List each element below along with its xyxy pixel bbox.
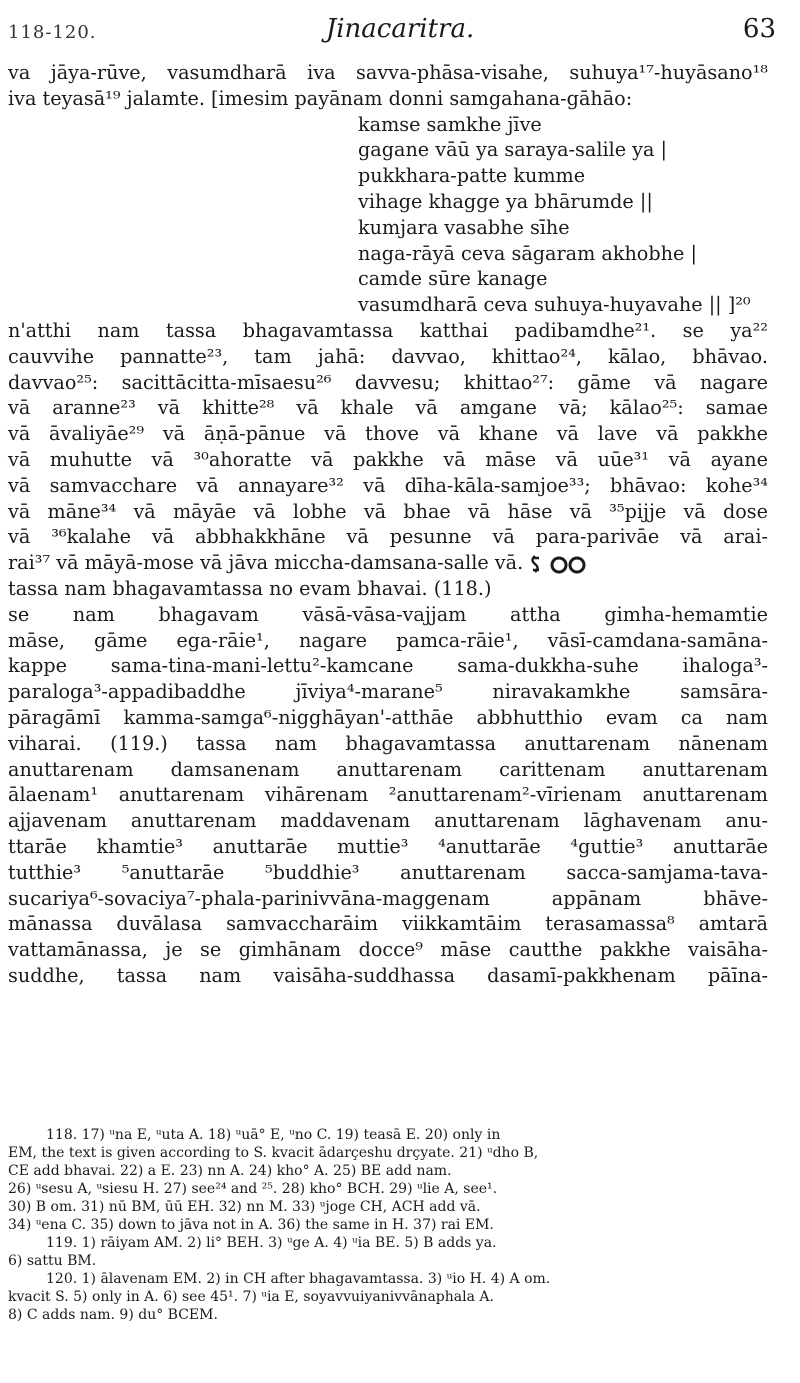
book-title: Jinacaritra. [325, 14, 475, 44]
text-line: davvao²⁵: sacittācitta-mīsaesu²⁶ davvesu; khittao²⁷: gāme vā nagare [8, 370, 768, 394]
text-line: anuttarenam damsanenam anuttarenam carittenam anuttarenam [8, 757, 768, 781]
text-line-content: rai³⁷ vā māyā-mose vā jāva miccha-damsana-salle vā. [8, 551, 524, 575]
section-ornament-icon [529, 552, 589, 576]
verse-line: vasumdharā ceva suhuya-huyavahe || ]²⁰ [358, 293, 751, 317]
footnote-line: 120. 1) ālavenam EM. 2) in CH after bhagavamtassa. 3) ᵘio H. 4) A om. [46, 1271, 551, 1287]
footnote-line: kvacit S. 5) only in A. 6) see 45¹. 7) ᵘia E, soyavvuiyanivvānaphala A. [8, 1289, 494, 1305]
text-line: vā ³⁶kalahe vā abbhakkhāne vā pesunne vā para-parivāe vā arai- [8, 525, 768, 549]
text-line: tassa nam bhagavamtassa no evam bhavai. (118.) [8, 576, 492, 600]
text-line: se nam bhagavam vāsā-vāsa-vajjam attha gimha-hemamtie [8, 602, 768, 626]
text-line: va jāya-rūve, vasumdharā iva savva-phāsa-visahe, suhuya¹⁷-huyāsano¹⁸ [8, 61, 768, 84]
footnote-line: 119. 1) rāiyam AM. 2) li° BEH. 3) ᵘge A. 4) ᵘia BE. 5) B adds ya. [46, 1235, 497, 1251]
text-line: iva teyasā¹⁹ jalamte. [imesim payānam donni samgahana-gāhāo: [8, 86, 633, 110]
text-line: suddhe, tassa nam vaisāha-suddhassa dasamī-pakkhenam pāīna- [8, 963, 768, 987]
text-line: ajjavenam anuttarenam maddavenam anuttarenam lāghavenam anu- [8, 809, 768, 833]
section-range: 118-120. [8, 22, 97, 43]
verse-line: gagane vāū ya saraya-salile ya | [358, 138, 668, 162]
footnote-line: 34) ᵘena C. 35) down to jāva not in A. 36) the same in H. 37) rai EM. [8, 1217, 494, 1233]
text-line: paraloga³-appadibaddhe jīviya⁴-marane⁵ niravakamkhe samsāra- [8, 680, 768, 704]
text-line: vattamānassa, je se gimhānam docce⁹ māse cautthe pakkhe vaisāha- [8, 938, 768, 962]
footnote-line: 118. 17) ᵘna E, ᵘuta A. 18) ᵘuā° E, ᵘno C. 19) teasā E. 20) only in [46, 1127, 501, 1143]
text-line: pāragāmī kamma-samga⁶-nigghāyan'-atthāe abbhutthio evam ca nam [8, 705, 768, 729]
verse-line: naga-rāyā ceva sāgaram akhobhe | [358, 241, 697, 265]
text-line: māse, gāme ega-rāie¹, nagare pamca-rāie¹, vāsī-camdana-samāna- [8, 628, 768, 652]
verse-line: kamse samkhe jīve [358, 112, 542, 136]
text-line: n'atthi nam tassa bhagavamtassa katthai padibamdhe²¹. se ya²² [8, 318, 768, 342]
running-head [0, 14, 800, 54]
text-line: tutthie³ ⁵anuttarāe ⁵buddhie³ anuttarenam sacca-samjama-tava- [8, 860, 768, 884]
text-line: mānassa duvālasa samvaccharāim viikkamtāim terasamassa⁸ amtarā [8, 912, 768, 936]
main-text [8, 60, 768, 989]
text-line: kappe sama-tina-mani-lettu²-kamcane sama-dukkha-suhe ihaloga³- [8, 654, 768, 678]
footnotes [8, 1126, 768, 1324]
text-line: sucariya⁶-sovaciya⁷-phala-parinivvāna-maggenam appānam bhāve- [8, 886, 768, 910]
footnote-line: CE add bhavai. 22) a E. 23) nn A. 24) kho° A. 25) BE add nam. [8, 1163, 452, 1179]
verse-line: kumjara vasabhe sīhe [358, 215, 570, 239]
verse-line: camde sūre kanage [358, 267, 548, 291]
text-line: viharai. (119.) tassa nam bhagavamtassa anuttarenam nānenam [8, 731, 768, 755]
text-line: vā māne³⁴ vā māyāe vā lobhe vā bhae vā hāse vā ³⁵pijje vā dose [8, 499, 768, 523]
footnote-line: 8) C adds nam. 9) du° BCEM. [8, 1307, 218, 1323]
text-line: vā muhutte vā ³⁰ahoratte vā pakkhe vā māse vā uūe³¹ vā ayane [8, 447, 768, 471]
text-line: ttarāe khamtie³ anuttarāe muttie³ ⁴anuttarāe ⁴guttie³ anuttarāe [8, 834, 768, 858]
text-line: vā samvacchare vā annayare³² vā dīha-kāla-samjoe³³; bhāvao: kohe³⁴ [8, 473, 768, 497]
text-line: ālaenam¹ anuttarenam vihārenam ²anuttarenam²-vīrienam anuttarenam [8, 783, 768, 807]
text-line [8, 550, 768, 576]
footnote-line: EM, the text is given according to S. kvacit ādarçeshu drçyate. 21) ᵘdho B, [8, 1145, 539, 1161]
text-line: cauvvihe pannatte²³, tam jahā: davvao, khittao²⁴, kālao, bhāvao. [8, 344, 768, 368]
text-line: vā āvaliyāe²⁹ vā āṇā-pānue vā thove vā khane vā lave vā pakkhe [8, 422, 768, 446]
text-line: vā aranne²³ vā khitte²⁸ vā khale vā amgane vā; kālao²⁵: samae [8, 396, 768, 420]
verse-line: vihage khagge ya bhārumde || [358, 189, 653, 213]
footnote-line: 26) ᵘsesu A, ᵘsiesu H. 27) see²⁴ and ²⁵. 28) kho° BCH. 29) ᵘlie A, see¹. [8, 1181, 498, 1197]
footnote-line: 6) sattu BM. [8, 1253, 97, 1269]
verse-line: pukkhara-patte kumme [358, 164, 586, 188]
footnote-line: 30) B om. 31) nū BM, ūū EH. 32) nn M. 33) ᵘjoge CH, ACH add vā. [8, 1199, 481, 1215]
page-number: 63 [742, 14, 776, 44]
